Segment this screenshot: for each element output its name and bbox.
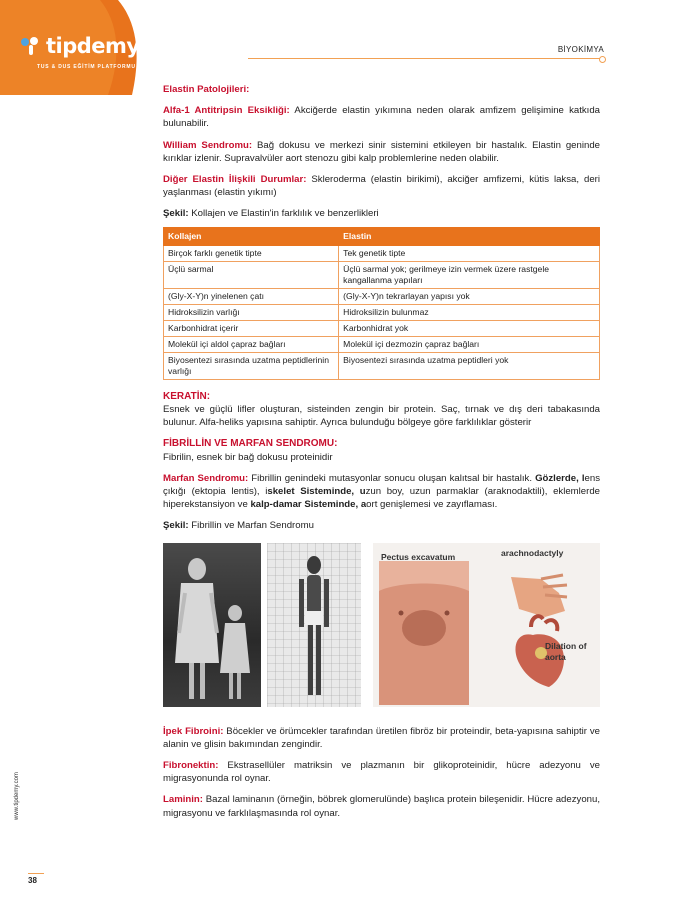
- keratin-heading: KERATİN:: [163, 390, 211, 402]
- diger-paragraph: [163, 173, 600, 199]
- photo-grid-patient: [267, 543, 361, 707]
- logo-text: tipdemy: [46, 34, 140, 58]
- ipek-text: Böcekler ve örümcekler tarafından üretilen fibröz bir proteindir, beta-yapısına sahiptir ve alanin ve glisin bakımından zengindir.: [163, 725, 601, 750]
- label-pectus: Pectus excavatum: [381, 551, 456, 562]
- diger-text: Skleroderma (elastin birikimi), akciğer amfizemi, kütis laksa, deri yaşlanması (elastin yıkımı): [163, 174, 600, 199]
- illustration-marfan-features: [373, 543, 600, 707]
- ipek-term: İpek Fibroini:: [163, 725, 224, 737]
- table-cell: Üçlü sarmal: [164, 261, 339, 288]
- table-row: [164, 352, 600, 379]
- table-header-kollajen: Kollajen: [164, 227, 339, 245]
- table-row: [164, 261, 600, 288]
- marfan-text-2: ens çıkığı (ektopia lentis), i: [163, 472, 600, 498]
- fibrilin-paragraph: Fibrilin, esnek bir bağ dokusu proteinidir: [163, 451, 333, 463]
- marfan-bold-2: skelet Sisteminde, u: [267, 486, 366, 498]
- side-url: www.tipdemy.com: [14, 772, 20, 820]
- table-cell: Üçlü sarmal yok; gerilmeye izin vermek üzere rastgele kangallanma yapıları: [339, 261, 600, 288]
- comparison-table: [163, 227, 600, 380]
- william-text: Bağ dokusu ve merkezi sinir sistemini etkileyen bir hastalık. Elastin geninde kırıklar izlenir. Supravalvüler aort stenozu gibi kalp problemlerine neden olabilir.: [163, 139, 600, 164]
- logo-icon: [20, 36, 42, 56]
- photo-patients: [163, 543, 261, 707]
- alfa1-paragraph: [163, 104, 600, 130]
- table-cell: Birçok farklı genetik tipte: [164, 245, 339, 261]
- marfan-figure: [163, 543, 600, 713]
- elastin-title: Elastin Patolojileri:: [163, 84, 250, 95]
- header-rule: [248, 58, 604, 59]
- table-row: [164, 288, 600, 304]
- elastin-heading: [163, 83, 600, 96]
- table-row: [164, 320, 600, 336]
- table-cell: Molekül içi aldol çapraz bağları: [164, 336, 339, 352]
- table-cell: Hidroksilizin bulunmaz: [339, 304, 600, 320]
- keratin-paragraph: Esnek ve güçlü lifler oluşturan, sisteinden zengin bir protein. Saç, tırnak ve dış deri tabakasında bulunur. Alfa-heliks yapısına sahiptir. Ayrıca bulunduğu bölgeye göre farklılıklar gösterir: [163, 404, 600, 429]
- table-cell: (Gly-X-Y)n yinelenen çatı: [164, 288, 339, 304]
- logo-tagline: TUS & DUS EĞİTİM PLATFORMU: [37, 64, 136, 70]
- marfan-term: Marfan Sendromu:: [163, 472, 249, 484]
- sekil1-label: Şekil:: [163, 208, 189, 220]
- sekil2-caption: [163, 519, 600, 532]
- sekil2-label: Şekil:: [163, 520, 189, 532]
- table-cell: Biyosentezi sırasında uzatma peptidlerinin varlığı: [164, 352, 339, 379]
- main-content: [163, 83, 600, 828]
- fibronektin-text: Ekstrasellüler matriksin ve plazmanın bir glikoproteinidir, hücre adezyonu ve migrasyonunda rol oynar.: [163, 760, 600, 785]
- table-cell: Molekül içi dezmozin çapraz bağları: [339, 336, 600, 352]
- fibrilin-heading: FİBRİLLİN VE MARFAN SENDROMU:: [163, 438, 338, 450]
- alfa1-text: Akciğerde elastin yıkımına neden olarak amfizem gelişimine katkıda bulunabilir.: [163, 105, 600, 130]
- marfan-bold-3: kalp-damar Sisteminde, a: [250, 499, 367, 511]
- table-row: [164, 336, 600, 352]
- william-term: William Sendromu:: [163, 139, 253, 151]
- marfan-text-3: zun boy, uzun parmaklar (araknodaktili), eklemlerde hiperekstansiyon ve: [163, 486, 600, 511]
- table-header-row: [164, 227, 600, 245]
- header-dot-icon: [599, 56, 606, 63]
- diger-term: Diğer Elastin İlişkili Durumlar:: [163, 174, 307, 186]
- label-dilation: Dilation of aorta: [545, 640, 587, 662]
- sekil1-caption: [163, 207, 600, 220]
- fibronektin-term: Fibronektin:: [163, 760, 219, 772]
- table-header-elastin: Elastin: [339, 227, 600, 245]
- fibronektin-paragraph: [163, 759, 600, 785]
- laminin-text: Bazal laminanın (örneğin, böbrek glomerulünde) başlıca protein bileşenidir. Hücre adezyonu, migrasyonu ve farklılaşmasında rol oynar.: [163, 794, 600, 819]
- logo[interactable]: [20, 34, 140, 58]
- marfan-text-1: Fibrillin genindeki mutasyonlar sonucu oluşan kalıtsal bir hastalık.: [248, 472, 536, 484]
- table-cell: Biyosentezi sırasında uzatma peptidleri yok: [339, 352, 600, 379]
- sekil2-text: Fibrillin ve Marfan Sendromu: [188, 520, 314, 532]
- ipek-paragraph: [163, 725, 600, 751]
- section-header: BİYOKİMYA: [557, 45, 604, 54]
- table-cell: Tek genetik tipte: [339, 245, 600, 261]
- alfa1-term: Alfa-1 Antitripsin Eksikliği:: [163, 105, 290, 117]
- table-cell: Karbonhidrat yok: [339, 320, 600, 336]
- marfan-bold-1: Gözlerde, l: [535, 472, 585, 484]
- page-number-rule: [28, 873, 44, 874]
- marfan-paragraph: [163, 472, 600, 512]
- page-number: 38: [28, 876, 37, 885]
- label-arachnodactyly: arachnodactyly: [501, 547, 564, 558]
- table-cell: Karbonhidrat içerir: [164, 320, 339, 336]
- laminin-paragraph: [163, 793, 600, 819]
- table-row: [164, 245, 600, 261]
- william-paragraph: [163, 139, 600, 165]
- marfan-text-4: ort genişlemesi ve zayıflaması.: [366, 499, 498, 511]
- sekil1-text: Kollajen ve Elastin'in farklılık ve benzerlikleri: [188, 208, 379, 220]
- laminin-term: Laminin:: [163, 794, 203, 806]
- table-cell: Hidroksilizin varlığı: [164, 304, 339, 320]
- table-cell: (Gly-X-Y)n tekrarlayan yapısı yok: [339, 288, 600, 304]
- table-row: [164, 304, 600, 320]
